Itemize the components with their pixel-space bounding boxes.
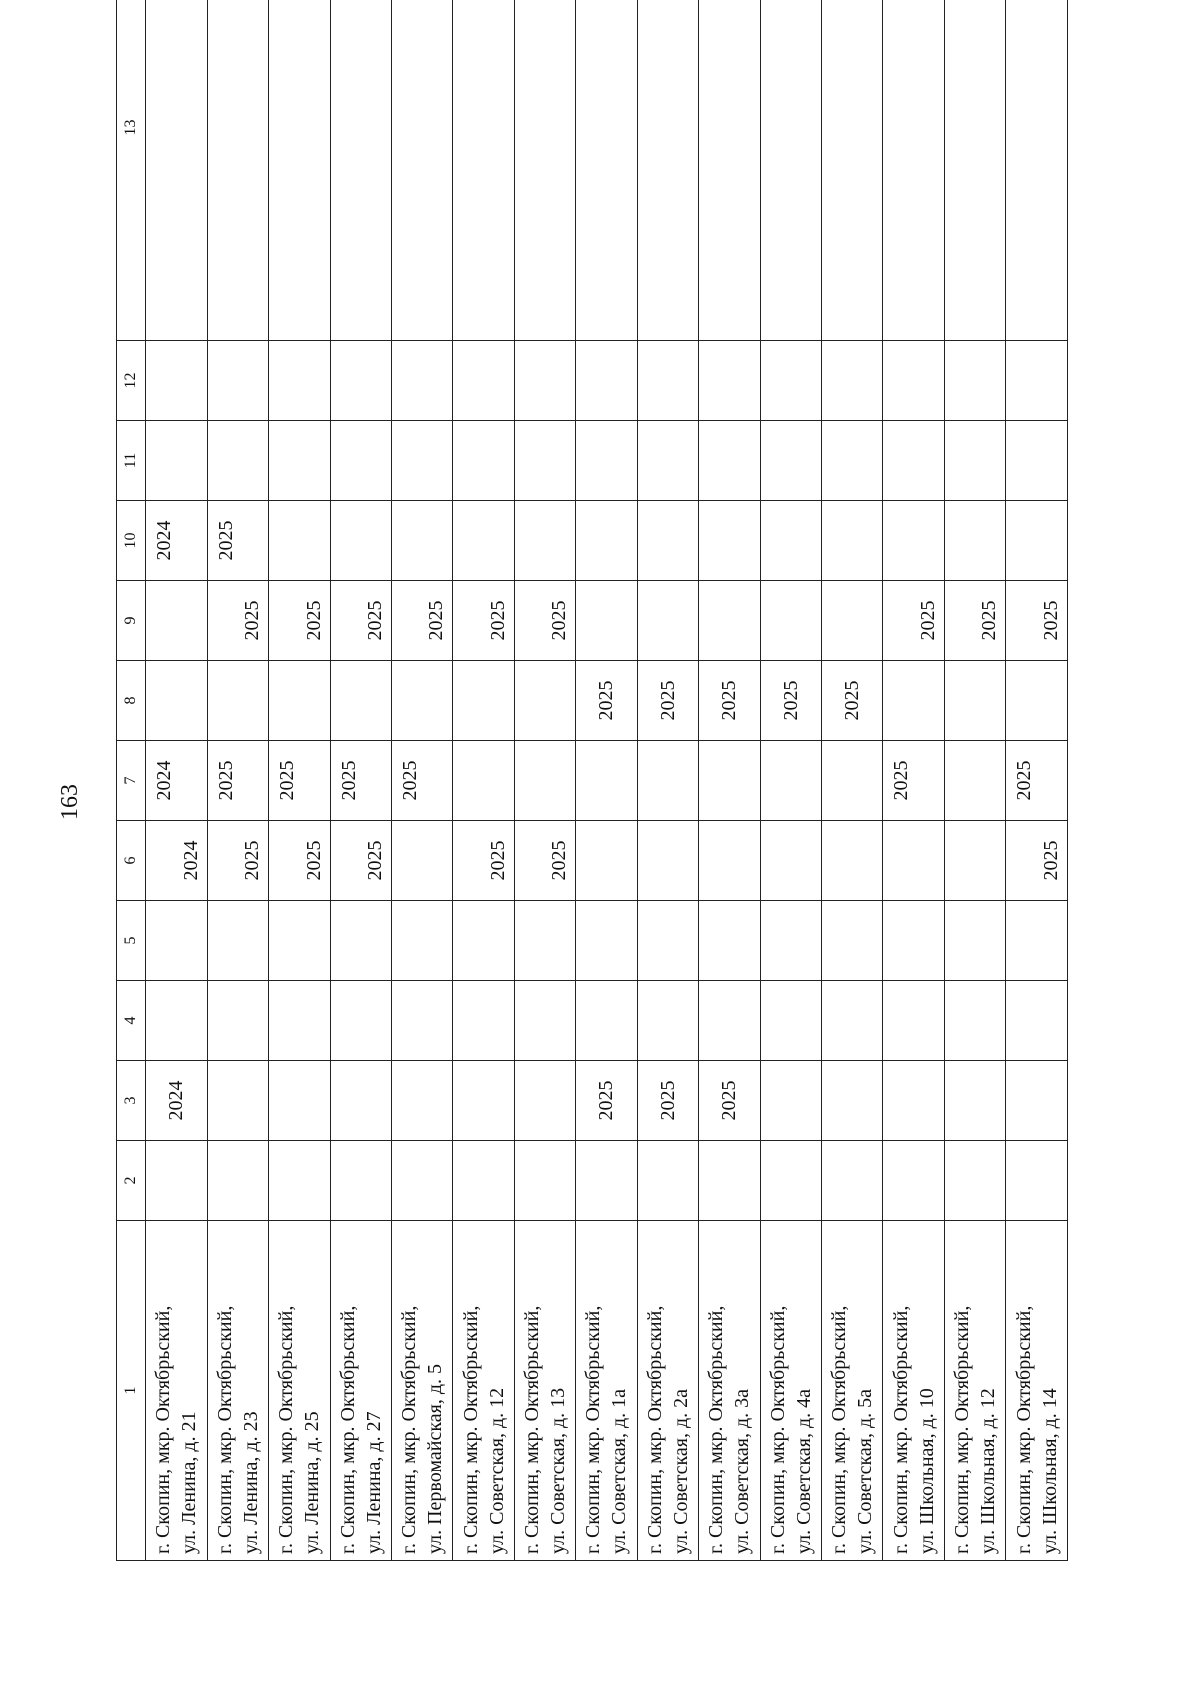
year-cell-col-2 <box>453 1141 514 1221</box>
year-cell-col-8: 2025 <box>637 661 698 741</box>
column-header-1: 1 <box>117 1221 146 1561</box>
table-row <box>637 0 698 1561</box>
year-cell-col-13 <box>944 0 1005 341</box>
year-cell-col-13 <box>146 0 207 341</box>
column-header-6: 6 <box>117 821 146 901</box>
year-cell-col-12 <box>146 341 207 421</box>
year-cell-col-7: 2025 <box>269 741 330 821</box>
year-cell-col-9 <box>760 581 821 661</box>
address-line: ул. Ленина, д. 23 <box>239 1411 262 1554</box>
year-cell-col-6 <box>699 821 760 901</box>
year-cell-col-12 <box>822 341 883 421</box>
year-cell-col-13 <box>822 0 883 341</box>
address-line: г. Скопин, мкр. Октябрьский, <box>459 1305 482 1554</box>
year-cell-col-3 <box>269 1061 330 1141</box>
address-cell <box>944 1221 1005 1561</box>
year-cell-col-11 <box>822 421 883 501</box>
year-cell-col-13 <box>760 0 821 341</box>
year-cell-col-10 <box>391 501 452 581</box>
year-cell-col-4 <box>453 981 514 1061</box>
address-cell <box>1006 1221 1068 1561</box>
column-header-7: 7 <box>117 741 146 821</box>
year-cell-col-7 <box>699 741 760 821</box>
year-cell-col-4 <box>883 981 944 1061</box>
column-header-4: 4 <box>117 981 146 1061</box>
year-cell-col-5 <box>637 901 698 981</box>
year-cell-col-8 <box>391 661 452 741</box>
year-cell-col-12 <box>637 341 698 421</box>
address-line: ул. Советская, д. 2а <box>669 1388 692 1554</box>
year-cell-col-2 <box>760 1141 821 1221</box>
year-cell-col-11 <box>576 421 637 501</box>
year-cell-col-10 <box>699 501 760 581</box>
table-row <box>391 0 452 1561</box>
year-cell-col-11 <box>883 421 944 501</box>
page-number: 163 <box>57 784 83 820</box>
year-cell-col-8 <box>207 661 268 741</box>
year-cell-col-6: 2025 <box>269 821 330 901</box>
address-cell <box>514 1221 575 1561</box>
address-line: ул. Первомайская, д. 5 <box>424 1364 447 1554</box>
year-cell-col-4 <box>1006 981 1068 1061</box>
address-line: г. Скопин, мкр. Октябрьский, <box>951 1305 974 1554</box>
schedule-table-wrapper <box>116 95 1068 1561</box>
year-cell-col-4 <box>514 981 575 1061</box>
year-cell-col-8 <box>883 661 944 741</box>
year-cell-col-13 <box>883 0 944 341</box>
year-cell-col-3: 2025 <box>637 1061 698 1141</box>
address-line: ул. Ленина, д. 21 <box>178 1411 201 1554</box>
year-cell-col-2 <box>699 1141 760 1221</box>
address-line: ул. Ленина, д. 27 <box>362 1411 385 1554</box>
year-cell-col-10 <box>883 501 944 581</box>
year-cell-col-5 <box>269 901 330 981</box>
year-cell-col-6: 2025 <box>330 821 391 901</box>
address-cell <box>576 1221 637 1561</box>
address-cell <box>822 1221 883 1561</box>
address-line: ул. Ленина, д. 25 <box>301 1411 324 1554</box>
year-cell-col-7: 2025 <box>330 741 391 821</box>
year-cell-col-6 <box>391 821 452 901</box>
year-cell-col-4 <box>822 981 883 1061</box>
year-cell-col-8 <box>1006 661 1068 741</box>
year-cell-col-9 <box>146 581 207 661</box>
year-cell-col-3 <box>883 1061 944 1141</box>
year-cell-col-9 <box>699 581 760 661</box>
year-cell-col-5 <box>514 901 575 981</box>
year-cell-col-9: 2025 <box>269 581 330 661</box>
address-line: ул. Школьная, д. 12 <box>977 1388 1000 1554</box>
year-cell-col-9: 2025 <box>1006 581 1068 661</box>
year-cell-col-13 <box>391 0 452 341</box>
address-cell <box>207 1221 268 1561</box>
year-cell-col-6: 2025 <box>1006 821 1068 901</box>
year-cell-col-3 <box>822 1061 883 1141</box>
address-line: г. Скопин, мкр. Октябрьский, <box>521 1305 544 1554</box>
address-line: г. Скопин, мкр. Октябрьский, <box>889 1305 912 1554</box>
address-cell <box>883 1221 944 1561</box>
column-header-10: 10 <box>117 501 146 581</box>
year-cell-col-6: 2025 <box>207 821 268 901</box>
year-cell-col-10 <box>760 501 821 581</box>
column-header-3: 3 <box>117 1061 146 1141</box>
year-cell-col-12 <box>453 341 514 421</box>
year-cell-col-12 <box>207 341 268 421</box>
year-cell-col-2 <box>883 1141 944 1221</box>
year-cell-col-7: 2024 <box>146 741 207 821</box>
year-cell-col-11 <box>1006 421 1068 501</box>
address-line: г. Скопин, мкр. Октябрьский, <box>766 1305 789 1554</box>
year-cell-col-10 <box>944 501 1005 581</box>
year-cell-col-12 <box>1006 341 1068 421</box>
table-row <box>453 0 514 1561</box>
year-cell-col-5 <box>760 901 821 981</box>
year-cell-col-10 <box>637 501 698 581</box>
column-header-8: 8 <box>117 661 146 741</box>
year-cell-col-12 <box>760 341 821 421</box>
table-row <box>760 0 821 1561</box>
year-cell-col-7 <box>822 741 883 821</box>
address-line: ул. Советская, д. 5а <box>854 1388 877 1554</box>
year-cell-col-2 <box>269 1141 330 1221</box>
address-line: г. Скопин, мкр. Октябрьский, <box>336 1305 359 1554</box>
year-cell-col-4 <box>760 981 821 1061</box>
year-cell-col-11 <box>391 421 452 501</box>
address-line: г. Скопин, мкр. Октябрьский, <box>705 1305 728 1554</box>
year-cell-col-6 <box>822 821 883 901</box>
year-cell-col-3 <box>760 1061 821 1141</box>
address-line: ул. Советская, д. 3а <box>731 1388 754 1554</box>
address-line: г. Скопин, мкр. Октябрьский, <box>213 1305 236 1554</box>
year-cell-col-2 <box>391 1141 452 1221</box>
year-cell-col-4 <box>146 981 207 1061</box>
year-cell-col-7 <box>514 741 575 821</box>
column-header-11: 11 <box>117 421 146 501</box>
year-cell-col-13 <box>699 0 760 341</box>
year-cell-col-3: 2024 <box>146 1061 207 1141</box>
year-cell-col-11 <box>146 421 207 501</box>
year-cell-col-7 <box>637 741 698 821</box>
year-cell-col-5 <box>391 901 452 981</box>
year-cell-col-13 <box>637 0 698 341</box>
address-line: ул. Советская, д. 12 <box>485 1387 508 1554</box>
year-cell-col-6 <box>637 821 698 901</box>
year-cell-col-13 <box>269 0 330 341</box>
year-cell-col-8 <box>330 661 391 741</box>
address-cell <box>330 1221 391 1561</box>
year-cell-col-10 <box>576 501 637 581</box>
table-row <box>330 0 391 1561</box>
address-line: ул. Советская, д. 1а <box>608 1388 631 1554</box>
address-cell <box>146 1221 207 1561</box>
column-header-12: 12 <box>117 341 146 421</box>
year-cell-col-11 <box>453 421 514 501</box>
header-row <box>117 0 146 1561</box>
table-row <box>269 0 330 1561</box>
year-cell-col-9: 2025 <box>944 581 1005 661</box>
year-cell-col-7: 2025 <box>207 741 268 821</box>
year-cell-col-3 <box>1006 1061 1068 1141</box>
year-cell-col-6 <box>944 821 1005 901</box>
table-row <box>883 0 944 1561</box>
year-cell-col-6 <box>576 821 637 901</box>
year-cell-col-11 <box>330 421 391 501</box>
address-line: г. Скопин, мкр. Октябрьский, <box>643 1305 666 1554</box>
year-cell-col-4 <box>269 981 330 1061</box>
year-cell-col-8 <box>944 661 1005 741</box>
year-cell-col-6 <box>883 821 944 901</box>
year-cell-col-13 <box>576 0 637 341</box>
year-cell-col-11 <box>944 421 1005 501</box>
year-cell-col-6: 2025 <box>453 821 514 901</box>
year-cell-col-4 <box>637 981 698 1061</box>
year-cell-col-2 <box>207 1141 268 1221</box>
year-cell-col-10 <box>1006 501 1068 581</box>
year-cell-col-13 <box>1006 0 1068 341</box>
year-cell-col-8: 2025 <box>699 661 760 741</box>
year-cell-col-3 <box>391 1061 452 1141</box>
address-line: ул. Советская, д. 4а <box>792 1388 815 1554</box>
year-cell-col-5 <box>883 901 944 981</box>
year-cell-col-9 <box>576 581 637 661</box>
year-cell-col-11 <box>514 421 575 501</box>
year-cell-col-5 <box>576 901 637 981</box>
year-cell-col-8: 2025 <box>576 661 637 741</box>
year-cell-col-10 <box>822 501 883 581</box>
year-cell-col-5 <box>453 901 514 981</box>
year-cell-col-4 <box>391 981 452 1061</box>
address-line: г. Скопин, мкр. Октябрьский, <box>828 1305 851 1554</box>
year-cell-col-5 <box>1006 901 1068 981</box>
year-cell-col-3: 2025 <box>576 1061 637 1141</box>
year-cell-col-3 <box>514 1061 575 1141</box>
table-row <box>944 0 1005 1561</box>
year-cell-col-5 <box>146 901 207 981</box>
year-cell-col-3 <box>944 1061 1005 1141</box>
year-cell-col-10 <box>453 501 514 581</box>
address-line: ул. Школьная, д. 14 <box>1038 1388 1061 1554</box>
address-cell <box>391 1221 452 1561</box>
year-cell-col-3: 2025 <box>699 1061 760 1141</box>
year-cell-col-9: 2025 <box>453 581 514 661</box>
year-cell-col-9: 2025 <box>330 581 391 661</box>
year-cell-col-12 <box>576 341 637 421</box>
year-cell-col-11 <box>637 421 698 501</box>
year-cell-col-2 <box>637 1141 698 1221</box>
year-cell-col-7: 2025 <box>391 741 452 821</box>
table-row <box>576 0 637 1561</box>
schedule-table <box>116 0 1068 1561</box>
year-cell-col-5 <box>944 901 1005 981</box>
year-cell-col-10: 2024 <box>146 501 207 581</box>
column-header-5: 5 <box>117 901 146 981</box>
year-cell-col-9 <box>822 581 883 661</box>
year-cell-col-5 <box>822 901 883 981</box>
year-cell-col-9: 2025 <box>883 581 944 661</box>
column-header-13: 13 <box>117 0 146 341</box>
year-cell-col-3 <box>453 1061 514 1141</box>
year-cell-col-7 <box>576 741 637 821</box>
address-cell <box>637 1221 698 1561</box>
year-cell-col-8 <box>453 661 514 741</box>
year-cell-col-11 <box>269 421 330 501</box>
address-line: ул. Советская, д. 13 <box>547 1387 570 1554</box>
year-cell-col-4 <box>330 981 391 1061</box>
year-cell-col-2 <box>822 1141 883 1221</box>
column-header-9: 9 <box>117 581 146 661</box>
year-cell-col-4 <box>576 981 637 1061</box>
year-cell-col-10 <box>514 501 575 581</box>
year-cell-col-5 <box>207 901 268 981</box>
year-cell-col-9: 2025 <box>514 581 575 661</box>
column-header-2: 2 <box>117 1141 146 1221</box>
year-cell-col-2 <box>944 1141 1005 1221</box>
year-cell-col-8 <box>269 661 330 741</box>
year-cell-col-2 <box>330 1141 391 1221</box>
address-line: г. Скопин, мкр. Октябрьский, <box>398 1305 421 1554</box>
table-row <box>699 0 760 1561</box>
year-cell-col-9: 2025 <box>207 581 268 661</box>
year-cell-col-10 <box>269 501 330 581</box>
year-cell-col-8 <box>146 661 207 741</box>
address-line: ул. Школьная, д. 10 <box>915 1388 938 1554</box>
year-cell-col-10: 2025 <box>207 501 268 581</box>
year-cell-col-8: 2025 <box>760 661 821 741</box>
year-cell-col-2 <box>576 1141 637 1221</box>
year-cell-col-12 <box>330 341 391 421</box>
table-row <box>146 0 207 1561</box>
year-cell-col-2 <box>1006 1141 1068 1221</box>
year-cell-col-12 <box>944 341 1005 421</box>
year-cell-col-6 <box>760 821 821 901</box>
year-cell-col-6: 2024 <box>146 821 207 901</box>
year-cell-col-11 <box>760 421 821 501</box>
schedule-table-body <box>117 0 1068 1561</box>
year-cell-col-7 <box>453 741 514 821</box>
year-cell-col-11 <box>699 421 760 501</box>
year-cell-col-13 <box>453 0 514 341</box>
year-cell-col-13 <box>207 0 268 341</box>
year-cell-col-6: 2025 <box>514 821 575 901</box>
year-cell-col-4 <box>699 981 760 1061</box>
year-cell-col-2 <box>514 1141 575 1221</box>
year-cell-col-12 <box>514 341 575 421</box>
address-cell <box>453 1221 514 1561</box>
year-cell-col-12 <box>269 341 330 421</box>
address-line: г. Скопин, мкр. Октябрьский, <box>275 1305 298 1554</box>
year-cell-col-3 <box>330 1061 391 1141</box>
address-cell <box>760 1221 821 1561</box>
address-cell <box>699 1221 760 1561</box>
year-cell-col-3 <box>207 1061 268 1141</box>
year-cell-col-10 <box>330 501 391 581</box>
year-cell-col-13 <box>330 0 391 341</box>
table-row <box>822 0 883 1561</box>
table-row <box>1006 0 1068 1561</box>
year-cell-col-9: 2025 <box>391 581 452 661</box>
year-cell-col-8 <box>514 661 575 741</box>
year-cell-col-5 <box>699 901 760 981</box>
address-cell <box>269 1221 330 1561</box>
year-cell-col-7: 2025 <box>1006 741 1068 821</box>
year-cell-col-4 <box>207 981 268 1061</box>
table-row <box>207 0 268 1561</box>
year-cell-col-12 <box>883 341 944 421</box>
address-line: г. Скопин, мкр. Октябрьский, <box>582 1305 605 1554</box>
year-cell-col-12 <box>391 341 452 421</box>
year-cell-col-8: 2025 <box>822 661 883 741</box>
year-cell-col-7 <box>760 741 821 821</box>
address-line: г. Скопин, мкр. Октябрьский, <box>152 1305 175 1554</box>
year-cell-col-7 <box>944 741 1005 821</box>
year-cell-col-5 <box>330 901 391 981</box>
year-cell-col-12 <box>699 341 760 421</box>
table-row <box>514 0 575 1561</box>
address-line: г. Скопин, мкр. Октябрьский, <box>1012 1305 1035 1554</box>
year-cell-col-11 <box>207 421 268 501</box>
year-cell-col-13 <box>514 0 575 341</box>
year-cell-col-4 <box>944 981 1005 1061</box>
year-cell-col-7: 2025 <box>883 741 944 821</box>
year-cell-col-2 <box>146 1141 207 1221</box>
year-cell-col-9 <box>637 581 698 661</box>
